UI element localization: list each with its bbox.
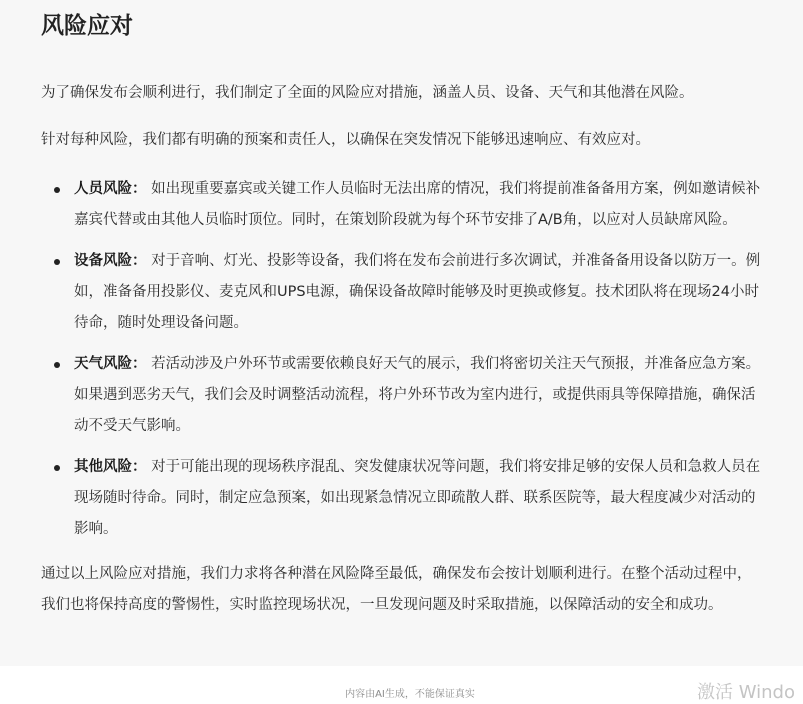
risk-text: 若活动涉及户外环节或需要依赖良好天气的展示，我们将密切关注天气预报，并准备应急方案。如果遇到恶劣天气，我们会及时调整活动流程，将户外环节改为室内进行，或提供雨具等保障措施，确保活动不受天气影响。 (74, 356, 761, 434)
risk-label: 天气风险： (74, 356, 147, 372)
section-title: 风险应对 (41, 13, 133, 39)
risk-list (41, 174, 765, 555)
intro-paragraph-2: 针对每种风险，我们都有明确的预案和责任人，以确保在突发情况下能够迅速响应、有效应对。 (41, 132, 650, 148)
risk-label: 其他风险： (74, 459, 147, 475)
intro-paragraph: 为了确保发布会顺利进行，我们制定了全面的风险应对措施，涵盖人员、设备、天气和其他潜在风险。 (41, 85, 694, 101)
risk-text: 如出现重要嘉宾或关键工作人员临时无法出席的情况，我们将提前准备备用方案，例如邀请候补嘉宾代替或由其他人员临时顶位。同时，在策划阶段就为每个环节安排了A/B角，以应对人员缺席风险。 (74, 181, 761, 228)
list-item-weather-risk (41, 349, 765, 442)
list-item-other-risk (41, 452, 765, 545)
risk-label: 设备风险： (74, 253, 147, 269)
bullet-icon (54, 187, 60, 193)
risk-text: 对于音响、灯光、投影等设备，我们将在发布会前进行多次调试，并准备备用设备以防万一。例如，准备备用投影仪、麦克风和UPS电源，确保设备故障时能够及时更换或修复。技术团队将在现场24小时待命，随时处理设备问题。 (74, 253, 761, 331)
ai-disclaimer: 内容由AI生成，不能保证真实 (345, 689, 475, 700)
risk-label: 人员风险： (74, 181, 147, 197)
bullet-icon (54, 362, 60, 368)
list-item-equipment-risk (41, 246, 765, 339)
list-item-personnel-risk (41, 174, 765, 236)
footer (0, 666, 803, 701)
bullet-icon (54, 465, 60, 471)
activation-watermark: 激活 Windo (697, 682, 795, 703)
risk-text: 对于可能出现的现场秩序混乱、突发健康状况等问题，我们将安排足够的安保人员和急救人员在现场随时待命。同时，制定应急预案，如出现紧急情况立即疏散人群、联系医院等，最大程度减少对活动的影响。 (74, 459, 761, 537)
bullet-icon (54, 259, 60, 265)
conclusion-paragraph: 通过以上风险应对措施，我们力求将各种潜在风险降至最低，确保发布会按计划顺利进行。在整个活动过程中，我们也将保持高度的警惕性，实时监控现场状况，一旦发现问题及时采取措施，以保障活动的安全和成功。 (41, 566, 752, 613)
